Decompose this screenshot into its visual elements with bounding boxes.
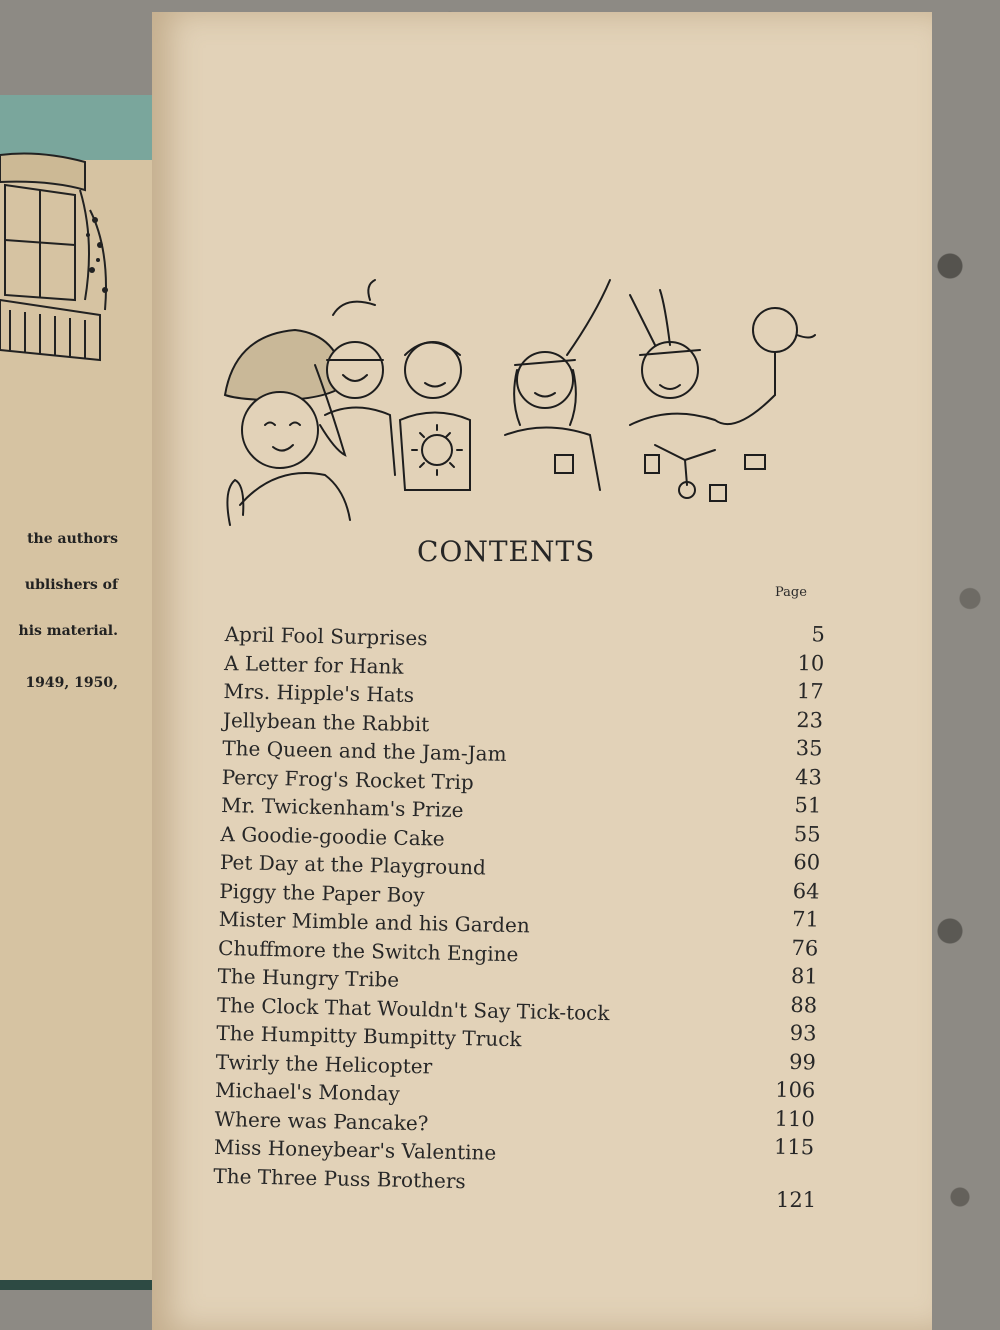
toc-entry-title: April Fool Surprises [224,622,428,651]
toc-entry-page: 71 [791,906,820,932]
toc-entry-title: The Humpitty Bumpitty Truck [216,1020,522,1052]
toc-entry-page: 35 [795,735,823,761]
left-text-line: the authors [27,531,118,547]
toc-entry-page: 110 [774,1106,815,1131]
toc-entry-title: A Goodie-goodie Cake [220,821,445,851]
toc-entry-title: Twirly the Helicopter [215,1049,433,1078]
toc-entry-page: 99 [788,1049,817,1074]
contents-title: CONTENTS [417,535,596,568]
toc-entry-page: 106 [774,1077,816,1103]
toc-entry-page: 93 [789,1020,817,1046]
toc-entry-page: 60 [793,849,821,875]
toc-entry-title: Michael's Monday [214,1077,401,1106]
toc-entry-title: Piggy the Paper Boy [219,878,425,907]
toc-entry-page: 51 [794,792,822,818]
toc-entry-page: 121 [776,1188,817,1212]
toc-entry-page: 76 [791,935,819,960]
toc-entry-title: Jellybean the Rabbit [222,707,430,736]
toc-entry-page: 43 [794,764,823,790]
toc-entry-title: Pet Day at the Playground [219,849,487,880]
toc-entry-title: Chuffmore the Switch Engine [217,935,519,966]
toc-entry-page: 17 [796,678,824,704]
left-page-text [0,505,118,700]
toc-entry-page: 55 [793,821,821,847]
table-of-contents [213,622,825,1204]
toc-entry-title: A Letter for Hank [223,650,404,679]
toc-entry-page: 23 [796,707,824,733]
toc-entry-page: 115 [773,1134,815,1160]
left-text-line: his material. [18,623,118,639]
toc-entry-page: 5 [811,622,826,647]
toc-entry-title: Miss Honeybear's Valentine [213,1134,497,1165]
toc-entry-title: Mister Mimble and his Garden [218,906,530,938]
toc-entry-page: 64 [792,878,820,904]
toc-entry-title: Percy Frog's Rocket Trip [221,764,474,794]
toc-entry-title: The Queen and the Jam-Jam [222,735,507,766]
toc-entry-title: Where was Pancake? [214,1106,429,1135]
left-text-line: ublishers of [24,577,118,593]
toc-entry-title: The Hungry Tribe [217,963,400,992]
toc-entry-title: Mrs. Hipple's Hats [223,678,415,707]
toc-entry-title: The Three Puss Brothers [213,1163,466,1193]
toc-entry-title: The Clock That Wouldn't Say Tick-tock [216,992,610,1025]
toc-entry-page: 81 [790,963,818,989]
toc-entry-page: 10 [797,650,825,676]
page-column-heading: Page [775,585,807,600]
left-text-line: 1949, 1950, [25,675,118,691]
toc-entry-title: Mr. Twickenham's Prize [220,792,464,823]
toc-entry-page: 88 [790,992,818,1017]
children-illustration [215,275,830,530]
house-window-illustration [0,150,120,380]
